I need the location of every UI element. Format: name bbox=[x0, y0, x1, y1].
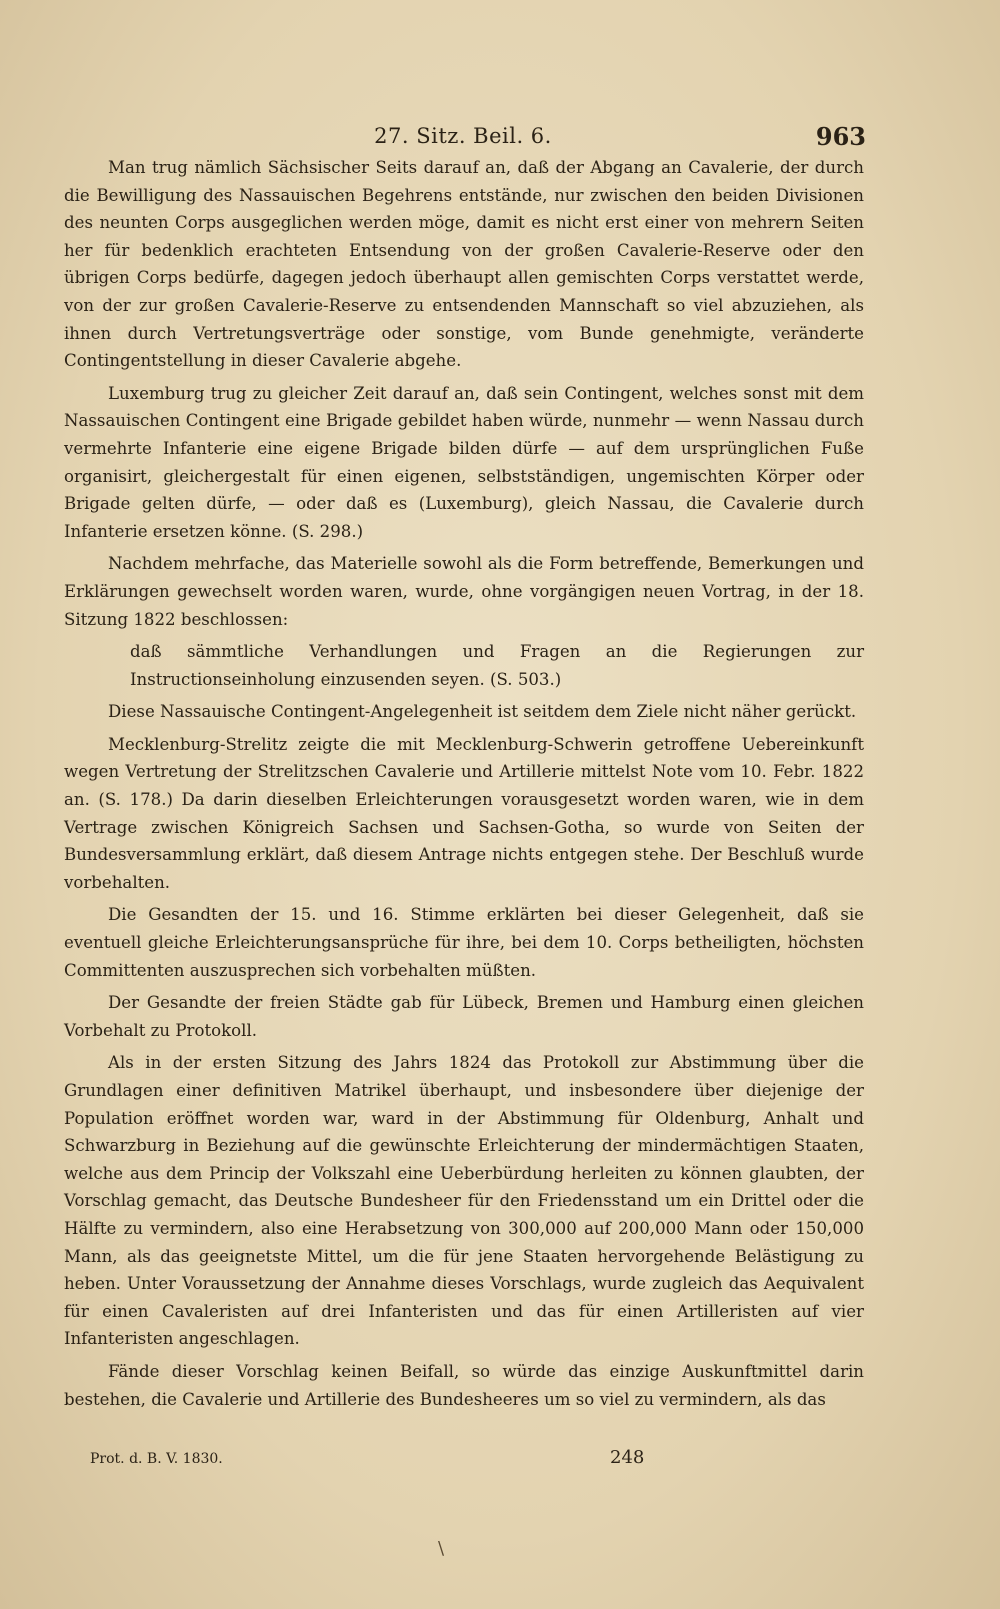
footer-signature: Prot. d. B. V. 1830. bbox=[90, 1451, 223, 1467]
paragraph-1824-session: Als in der ersten Sitzung des Jahrs 1824 das Protokoll zur Abstimmung über die Grundlagen einer definitiven Matrikel überhaupt, und insbesondere über diejenige der Population eröffnet worden war, ward in der Abstimmung für Oldenburg, Anhalt und Schwarzburg in Beziehung auf die gewünschte Erleichterung der mindermächtigen Staaten, welche aus dem Princip der Volkszahl eine Ueberbürdung herleiten zu können glaubten, der Vorschlag gemacht, das Deutsche Bundesheer für den Friedensstand um ein Drittel oder die Hälfte zu vermindern, also eine Herabsetzung von 300,000 auf 200,000 Mann oder 150,000 Mann, als das geeignetste Mittel, um die für jene Staaten hervorgehende Belästigung zu heben. Unter Voraussetzung der Annahme dieses Vorschlags, wurde zugleich das Aequivalent für einen Cavaleristen auf drei Infanteristen und das für einen Artilleristen auf vier Infanteristen angeschlagen. bbox=[64, 1053, 864, 1349]
sheet-number: 248 bbox=[610, 1447, 645, 1468]
running-head: 27. Sitz. Beil. 6. bbox=[374, 124, 552, 148]
page-footer bbox=[90, 1447, 860, 1475]
paragraph-15-16-votes: Die Gesandten der 15. und 16. Stimme erklärten bei dieser Gelegenheit, daß sie eventuell gleiche Erleichterungsansprüche für ihre, bei dem 10. Corps betheiligten, höchsten Committenten auszusprechen sich vorbehalten müßten. bbox=[64, 905, 864, 980]
paragraph-free-cities: Der Gesandte der freien Städte gab für Lübeck, Bremen und Hamburg einen gleichen Vorbehalt zu Protokoll. bbox=[64, 993, 864, 1040]
body-text bbox=[64, 154, 864, 1418]
paragraph-mecklenburg-strelitz: Mecklenburg-Strelitz zeigte die mit Mecklenburg-Schwerin getroffene Uebereinkunft wegen Vertretung der Strelitzschen Cavalerie und Artillerie mittelst Note vom 10. Febr. 1822 an. (S. 178.) Da darin dieselben Erleichterungen vorausgesetzt worden waren, wie in dem Vertrage zwischen Königreich Sachsen und Sachsen-Gotha, so wurde von Seiten der Bundesversammlung erklärt, daß diesem Antrage nichts entgegen stehe. Der Beschluß wurde vorbehalten. bbox=[64, 734, 864, 892]
paragraph-resolution-intro: Nachdem mehrfache, das Materielle sowohl als die Form betreffende, Bemerkungen und Erklärungen gewechselt worden waren, wurde, ohne vorgängigen neuen Vortrag, in der 18. Sitzung 1822 beschlossen: bbox=[64, 554, 864, 629]
paragraph-resolution-text: daß sämmtliche Verhandlungen und Fragen an die Regierungen zur Instructionseinholung einzusenden seyen. (S. 503.) bbox=[130, 642, 864, 689]
page-header bbox=[60, 124, 866, 158]
paragraph-luxemburg: Luxemburg trug zu gleicher Zeit darauf an, daß sein Contingent, welches sonst mit dem Nassauischen Contingent eine Brigade gebildet haben würde, nunmehr — wenn Nassau durch vermehrte Infanterie eine eigene Brigade bilden dürfe — auf dem ursprünglichen Fuße organisirt, gleichergestalt für einen eigenen, selbstständigen, ungemischten Körper oder Brigade gelten dürfe, — oder daß es (Luxemburg), gleich Nassau, die Cavalerie durch Infanterie ersetzen könne. (S. 298.) bbox=[64, 383, 864, 541]
paragraph-nassau-status: Diese Nassauische Contingent-Angelegenheit ist seitdem dem Ziele nicht näher gerückt. bbox=[108, 702, 857, 722]
stray-mark: \ bbox=[438, 1538, 445, 1559]
page-number: 963 bbox=[815, 122, 866, 151]
paragraph-saxon-proposal: Man trug nämlich Sächsischer Seits darauf an, daß der Abgang an Cavalerie, der durch die Bewilligung des Nassauischen Begehrens entstände, nur zwischen den beiden Divisionen des neunten Corps ausgeglichen werden möge, damit es nicht erst einer von mehrern Seiten her für bedenklich erachteten Entsendung von der großen Cavalerie-Reserve oder den übrigen Corps bedürfe, dagegen jedoch überhaupt allen gemischten Corps verstattet werde, von der zur großen Cavalerie-Reserve zu entsendenden Mannschaft so viel abzuziehen, als ihnen durch Vertretungsverträge oder sonstige, vom Bunde genehmigte, veränderte Contingentstellung in dieser Cavalerie abgehe. bbox=[64, 158, 864, 371]
paragraph-alternative: Fände dieser Vorschlag keinen Beifall, so würde das einzige Auskunftmittel darin bestehen, die Cavalerie und Artillerie des Bundesheeres um so viel zu vermindern, als das bbox=[64, 1361, 864, 1409]
